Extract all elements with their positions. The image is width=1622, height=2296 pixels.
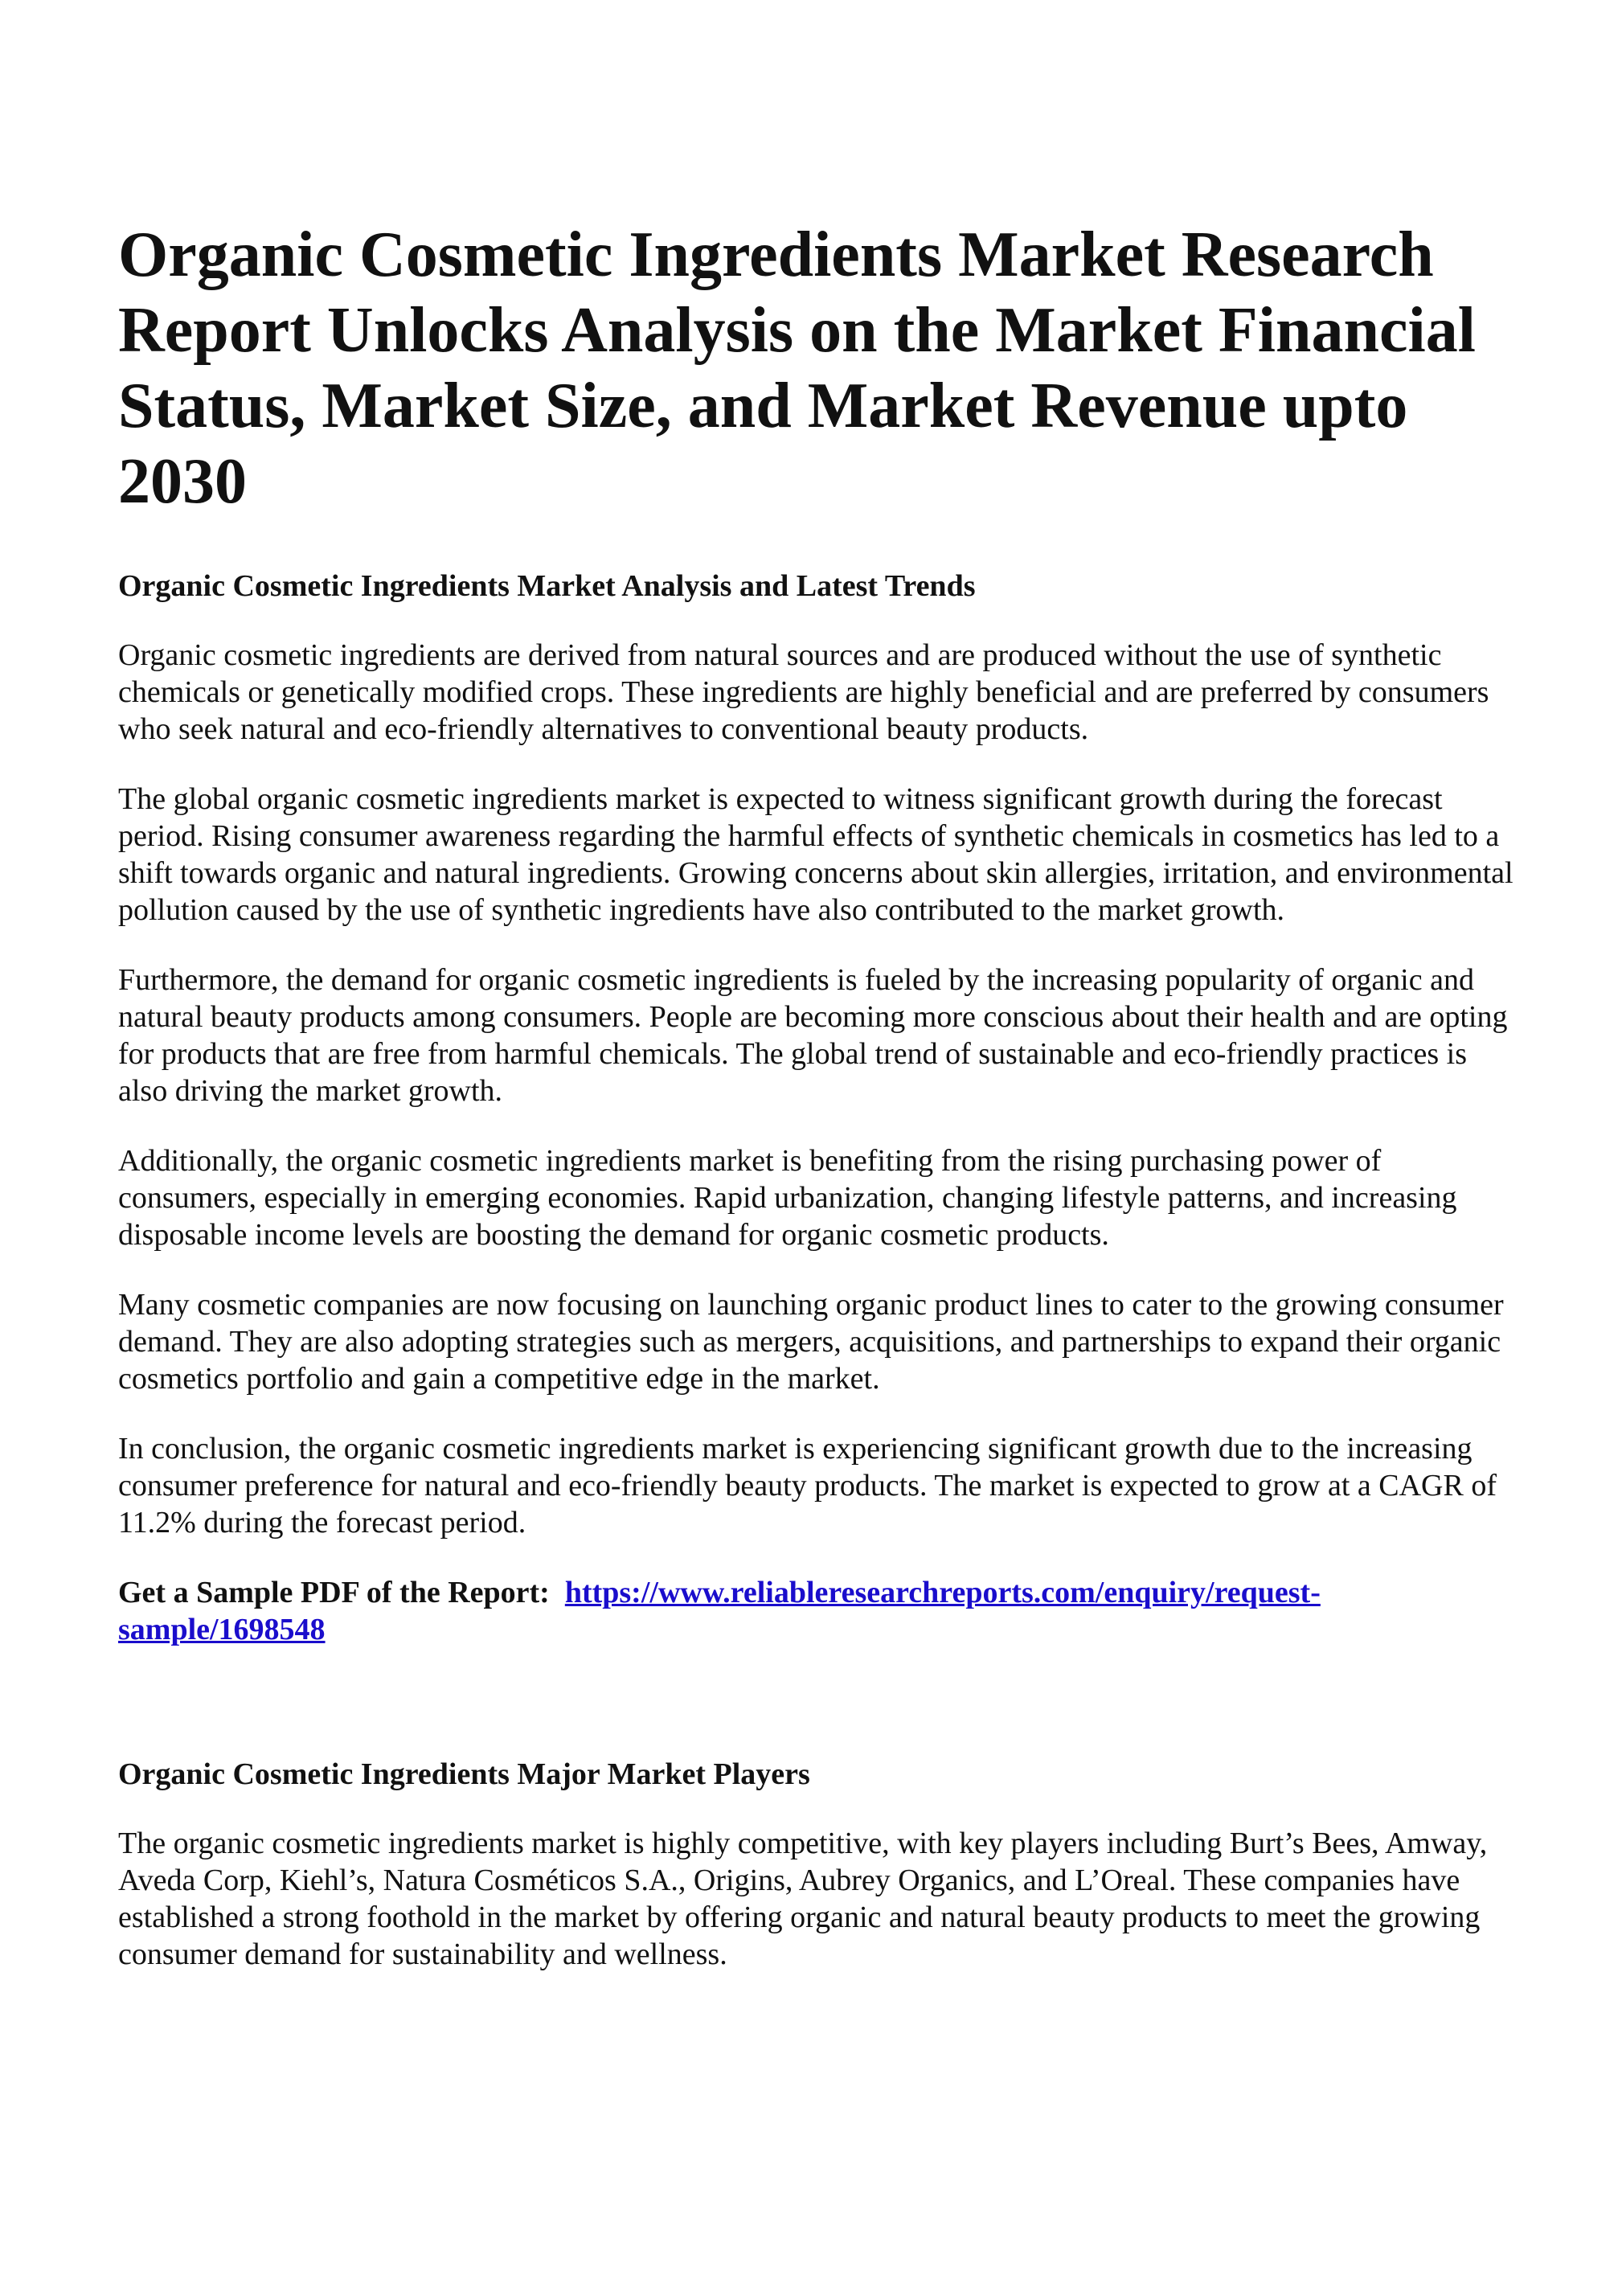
sample-pdf-label: Get a Sample PDF of the Report: (118, 1576, 550, 1609)
section-heading-analysis: Organic Cosmetic Ingredients Market Analysis and Latest Trends (118, 569, 976, 603)
paragraph: Many cosmetic companies are now focusing on launching organic product lines to cater to the growing consumer demand. They are also adopting strategies such as mergers, acquisitions, and partnerships to expand their organic cosmetics portfolio and gain a competitive edge in the market. (118, 1288, 1504, 1396)
paragraph: In conclusion, the organic cosmetic ingredients market is experiencing significant growth due to the increasing consumer preference for natural and eco-friendly beauty products. The market is expected to grow at a CAGR of 11.2% during the forecast period. (118, 1432, 1497, 1540)
document-page (118, 217, 1517, 2006)
paragraph: The global organic cosmetic ingredients market is expected to witness significant growth during the forecast period. Rising consumer awareness regarding the harmful effects of synthetic chemicals in cosmetics has led to a shift towards organic and natural ingredients. Growing concerns about skin allergies, irritation, and environmental pollution caused by the use of synthetic ingredients have also contributed to the market growth. (118, 782, 1513, 927)
sample-pdf-link[interactable]: https://www.reliableresearchreports.com/enquiry/request-sample/1698548 (118, 1576, 1321, 1646)
paragraph: Additionally, the organic cosmetic ingredients market is benefiting from the rising purchasing power of consumers, especially in emerging economies. Rapid urbanization, changing lifestyle patterns, and increasing disposable income levels are boosting the demand for organic cosmetic products. (118, 1144, 1457, 1252)
paragraph: Organic cosmetic ingredients are derived from natural sources and are produced without the use of synthetic chemicals or genetically modified crops. These ingredients are highly beneficial and are preferred by consumers who seek natural and eco-friendly alternatives to conventional beauty products. (118, 638, 1489, 746)
paragraph: Furthermore, the demand for organic cosmetic ingredients is fueled by the increasing popularity of organic and natural beauty products among consumers. People are becoming more conscious about their health and are opting for products that are free from harmful chemicals. The global trend of sustainable and eco-friendly practices is also driving the market growth. (118, 963, 1508, 1108)
sample-pdf-line (118, 1574, 1517, 1648)
section-heading-players: Organic Cosmetic Ingredients Major Market Players (118, 1757, 810, 1791)
paragraph: The organic cosmetic ingredients market is highly competitive, with key players including Burt’s Bees, Amway, Aveda Corp, Kiehl’s, Natura Cosméticos S.A., Origins, Aubrey Organics, and L’Oreal. These companies have established a strong foothold in the market by offering organic and natural beauty products to meet the growing consumer demand for sustainability and wellness. (118, 1827, 1488, 1971)
page-title: Organic Cosmetic Ingredients Market Research Report Unlocks Analysis on the Market Financial Status, Market Size, and Market Revenue upto 2030 (118, 219, 1476, 517)
